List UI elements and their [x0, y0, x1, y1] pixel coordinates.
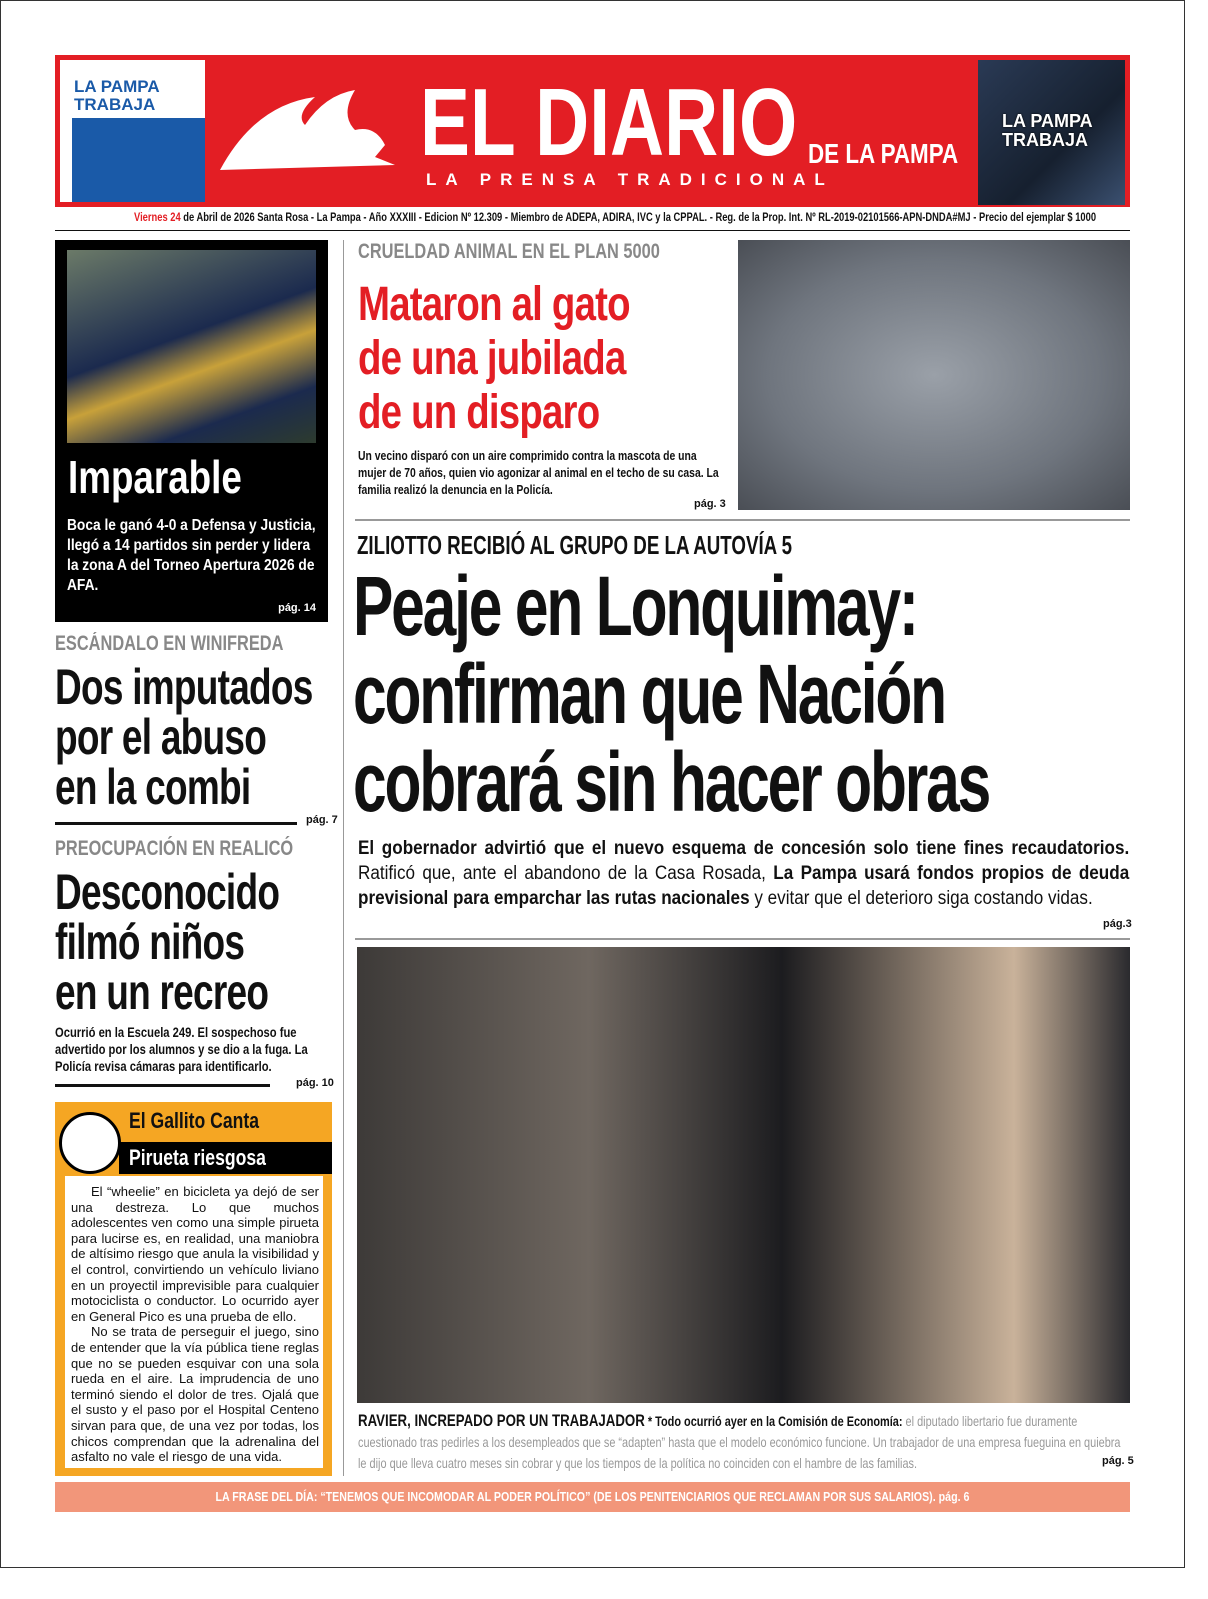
cat-body: Un vecino disparó con un aire comprimido contra la mascota de una mujer de 70 años, quien vio agonizar al animal en el techo de su casa. La familia realizó la denuncia en la Policía.	[358, 448, 719, 497]
cat-kicker: CRUELDAD ANIMAL EN EL PLAN 5000	[358, 240, 660, 263]
main-headline[interactable]: Peaje en Lonquimay: confirman que Nación cobrará sin hacer obras	[353, 559, 990, 829]
boca-players-photo	[67, 250, 316, 443]
cat-page: pág. 3	[694, 498, 726, 510]
brand-title: EL DIARIO	[420, 69, 798, 176]
boca-body: Boca le ganó 4-0 a Defensa y Justicia, llegó a 14 partidos sin perder y lidera la zona A del Torneo Apertura 2026 de AFA.	[67, 517, 316, 594]
dateline: Viernes 24 de Abril de 2026 Santa Rosa - La Pampa - Año XXXIII - Edicion Nº 12.309 - Miembro de ADEPA, ADIRA, IVC y la CPPAL. - Reg. de la Prop. Int. Nº RL-2019-02101566-APN-DNDA#MJ - Precio del ejemplar $ 1000	[134, 210, 1097, 224]
realico-page: pág. 10	[296, 1077, 334, 1089]
la-pampa-trabaja-logo-right: LA PAMPA TRABAJA	[978, 60, 1125, 205]
winifreda-kicker: ESCÁNDALO EN WINIFREDA	[55, 632, 284, 655]
photo-caption: RAVIER, INCREPADO POR UN TRABAJADOR * Todo ocurrió ayer en la Comisión de Economía: el diputado libertario fue duramente cuestionado tras pedirles a los desempleados que se “adapten” hasta que el modelo económico funcione. Un trabajador de una empresa fueguina en quiebra le dijo que lleva cuatro meses sin cobrar y que los tiempos de la política no coinciden con el hambre de las familias.	[358, 1411, 1121, 1471]
main-page: pág.3	[1103, 918, 1132, 930]
sun-logo-icon	[215, 85, 400, 180]
realico-headline[interactable]: Desconocido filmó niños en un recreo	[55, 864, 280, 1020]
boca-story[interactable]	[55, 240, 328, 622]
brand-suffix: DE LA PAMPA	[808, 138, 959, 169]
boca-page: pág. 14	[278, 602, 316, 614]
winifreda-headline[interactable]: Dos imputados por el abuso en la combi	[55, 659, 313, 815]
cat-headline[interactable]: Mataron al gato de una jubilada de un disparo	[358, 278, 630, 439]
boca-headline: Imparable	[68, 451, 242, 503]
main-deck: El gobernador advirtió que el nuevo esquema de concesión solo tiene fines recaudatorios. Ratificó que, ante el abandono de la Casa Rosada, La Pampa usará fondos propios de deuda previsional para emparchar las rutas nacionales y evitar que el deterioro siga costando vidas.	[358, 838, 1130, 909]
rooster-icon	[59, 1112, 121, 1174]
divider	[55, 1084, 270, 1087]
gallito-body: El “wheelie” en bicicleta ya dejó de ser una destreza. Lo que muchos adolescentes ven como una simple pirueta para lucirse es, en realidad, una maniobra de altísimo riesgo que anula la visibilidad y el control, convirtiendo un vehículo liviano en un proyectil imprevisible para cualquier motociclista o conductor. Lo ocurrido ayer en General Pico es una prueba de ello. No se trata de perseguir el juego, sino de entender que la vía pública tiene reglas que no se pueden esquivar con una sola rueda en el aire. La imprudencia de uno terminó siendo el dolor de tres. Ojalá que el susto y el paso por el Hospital Centeno sirvan para que, de una vez por todas, los chicos comprendan que la adrenalina del asfalto no vale el riesgo de una vida.	[65, 1176, 323, 1468]
winifreda-page: pág. 7	[306, 814, 338, 826]
quote-of-the-day: LA FRASE DEL DÍA: “TENEMOS QUE INCOMODAR AL PODER POLÍTICO” (DE LOS PENITENCIARIOS QUE RECLAMAN POR SUS SALARIOS). pág. 6	[55, 1482, 1130, 1512]
divider	[55, 822, 297, 825]
main-kicker: ZILIOTTO RECIBIÓ AL GRUPO DE LA AUTOVÍA 5	[357, 530, 793, 560]
cat-photo	[738, 240, 1130, 510]
divider	[355, 938, 1130, 940]
gallito-title: Pirueta riesgosa	[119, 1142, 332, 1174]
la-pampa-trabaja-logo-left: LA PAMPA TRABAJA	[60, 60, 205, 202]
realico-kicker: PREOCUPACIÓN EN REALICÓ	[55, 837, 294, 860]
gallito-column	[55, 1102, 332, 1476]
ravier-photo	[357, 947, 1130, 1403]
caption-page: pág. 5	[1102, 1455, 1134, 1467]
realico-body: Ocurrió en la Escuela 249. El sospechoso fue advertido por los alumnos y se dio a la fuga. La Policía revisa cámaras para identificarlo.	[55, 1024, 308, 1074]
gallito-section: El Gallito Canta	[129, 1108, 260, 1133]
divider	[55, 230, 1130, 231]
divider	[355, 519, 1130, 521]
tagline: LA PRENSA TRADICIONAL	[426, 170, 834, 189]
